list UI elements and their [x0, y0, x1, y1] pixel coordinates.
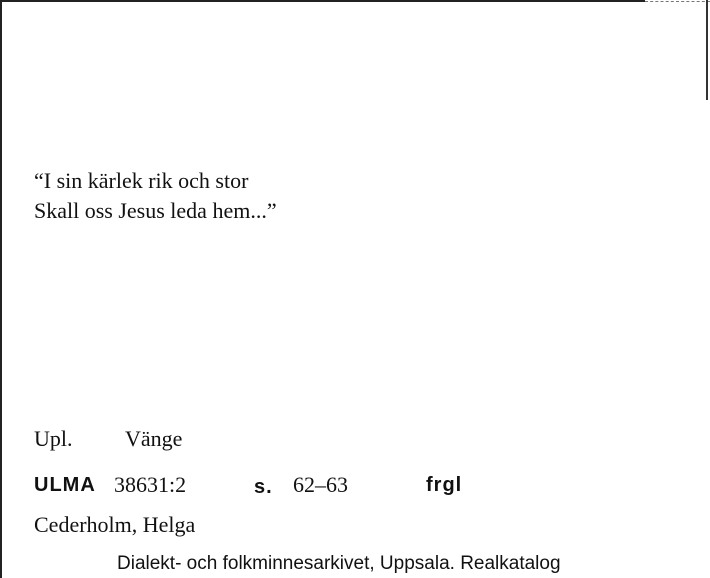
quote-line-2: Skall oss Jesus leda hem...”	[34, 198, 277, 223]
card-top-border-dashed	[645, 1, 710, 2]
record-number: 38631:2	[114, 472, 187, 497]
parish-label: Vänge	[125, 426, 183, 451]
archive-footer: Dialekt- och folkminnesarkivet, Uppsala. Realkatalog	[117, 553, 561, 574]
category-code: frgl	[426, 474, 463, 496]
card-top-border	[0, 0, 645, 2]
quote-line-1: “I sin kärlek rik och stor	[34, 168, 249, 193]
card-right-border	[706, 0, 708, 100]
archive-code: ULMA	[34, 474, 96, 496]
informant-name: Cederholm, Helga	[34, 512, 196, 537]
province-label: Upl.	[34, 426, 73, 451]
card-left-border	[0, 0, 2, 578]
page-range: 62–63	[293, 472, 348, 497]
page-prefix: s.	[254, 476, 273, 498]
